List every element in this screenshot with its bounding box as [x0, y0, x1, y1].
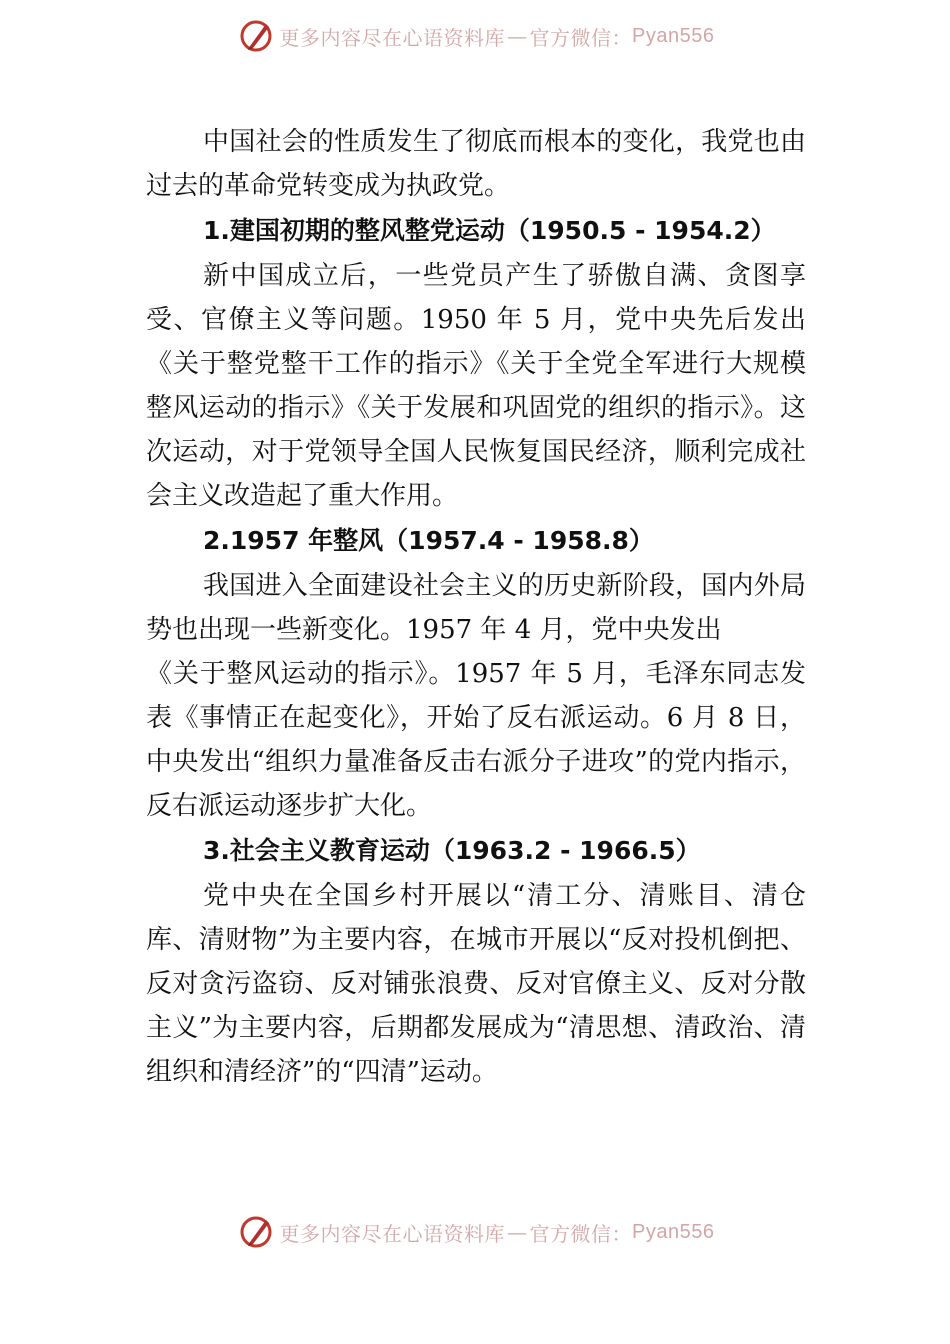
banner-dash: — [507, 24, 528, 48]
banner-official: 官方微信： [529, 1221, 633, 1246]
banner-text: 更多内容尽在心语资料库 [279, 25, 506, 50]
section-heading-1: 1.建国初期的整风整党运动（1950.5 - 1954.2） [203, 216, 776, 245]
section-heading-3: 3.社会主义教育运动（1963.2 - 1966.5） [203, 836, 701, 865]
paragraph-3: 党中央在全国乡村开展以“清工分、清账目、清仓库、清财物”为主要内容，在城市开展以“反对投机倒把、反对贪污盗窃、反对铺张浪费、反对官僚主义、反对分散主义”为主要内容，后期都发展成为“清思想、清政治、清组织和清经济”的“四清”运动。 [146, 881, 806, 1087]
banner-dash: — [507, 1220, 528, 1244]
banner-wechat: Pyan556 [632, 1220, 715, 1243]
paragraph-intro: 中国社会的性质发生了彻底而根本的变化，我党也由过去的革命党转变成为执政党。 [146, 127, 806, 201]
document-body [146, 120, 806, 1094]
section-heading-2: 2.1957 年整风（1957.4 - 1958.8） [203, 526, 654, 555]
pen-logo-icon [236, 1212, 276, 1252]
paragraph-1: 新中国成立后，一些党员产生了骄傲自满、贪图享受、官僚主义等问题。1950 年 5 月，党中央先后发出《关于整党整干工作的指示》《关于全党全军进行大规模整风运动的指示》《关于发展和巩固党的组织的指示》。这次运动，对于党领导全国人民恢复国民经济，顺利完成社会主义改造起了重大作用。 [146, 261, 806, 511]
pen-logo-icon [236, 16, 276, 56]
paragraph-2a: 我国进入全面建设社会主义的历史新阶段，国内外局势也出现一些新变化。1957 年 4 月，党中央发出 [146, 571, 806, 645]
paragraph-2b: 《关于整风运动的指示》。1957 年 5 月，毛泽东同志发表《事情正在起变化》，开始了反右派运动。6 月 8 日，中央发出“组织力量准备反击右派分子进攻”的党内指示，反右派运动逐步扩大化。 [146, 659, 806, 821]
banner-official: 官方微信： [529, 25, 633, 50]
footer-banner [0, 1210, 950, 1254]
banner-wechat: Pyan556 [632, 24, 715, 47]
banner-text: 更多内容尽在心语资料库 [279, 1221, 506, 1246]
header-banner [0, 14, 950, 58]
